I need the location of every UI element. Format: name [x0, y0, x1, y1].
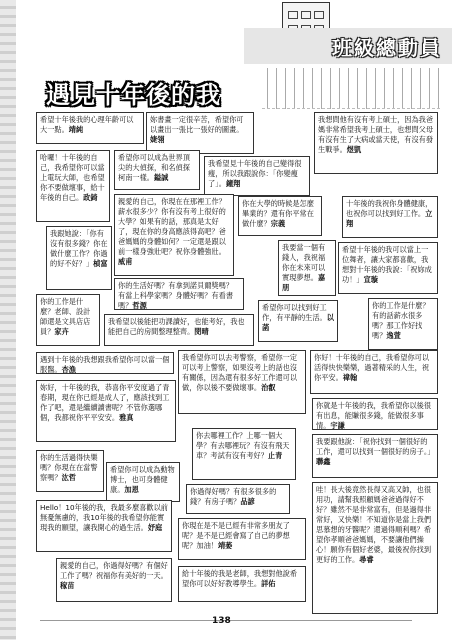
message-note: 希望你可以成為世界頂尖的大偵探，和名偵探柯南一樣。鎰誠: [114, 150, 200, 190]
note-author: 家卉: [54, 327, 69, 336]
message-note: Hello！10年後的我，我最多麼喜歡以前無憂無慮的，我10年後的我希望你能實現我的願望，讓我開心的過生活。妤庭: [36, 500, 172, 552]
message-note: 我想問他有沒有考上碩士，因為我爸媽非常希望我考上碩士，也想問父母有沒有生了大病或當天使，有沒有發生戰爭。煜凱: [314, 112, 438, 174]
note-author: 雅真: [119, 413, 134, 422]
note-author: 立翔: [346, 209, 433, 228]
note-author: 哲源: [132, 301, 147, 310]
decorative-sidebar: [0, 0, 16, 640]
message-note: 我要當一個有錢人，我祝福你在未來可以實現夢想。嘉朋: [278, 240, 336, 296]
message-note: 親愛的自己，你過得好嗎？有個好工作了嗎？祝福你有美好的一天。稼苗: [56, 558, 172, 602]
message-note: 你好！十年後的自己，我希望你可以活得快快樂樂，過著精采的人生，祝你平安。禕翰: [310, 350, 438, 394]
message-note: 哇！長大後竟然長得又高又帥，也很用功，請幫我照顧媽爸爸過得好不好？雖然不是非常富有，但是過得非常好，又快樂！不知道你是當上我們思慕想的牙醫呢？還過得順利嗎？希望你孝順爸爸媽媽，不要讓他們操心！願你有個好老婆，最後祝你找到更好的工作。尋睿: [312, 482, 438, 614]
note-author: 嘉朋: [282, 273, 326, 292]
message-note: 你過得好嗎？有很多很多的錢？有房子嗎？品諺: [186, 484, 290, 514]
note-author: 鎰誠: [153, 173, 169, 182]
message-note: 你現在是不是已經有非常多朋友了呢？是不是已經會寫了自己的夢想呢？加油！靖萎: [178, 518, 306, 560]
note-author: 鐘翔: [225, 179, 241, 188]
note-author: 稼苗: [60, 581, 75, 590]
message-note: 十年後的我祝你身體健康，也祝你可以找到好工作。立翔: [342, 196, 438, 238]
message-note: 你的工作是什麼？老師、設計師還是文具店店員？家卉: [36, 294, 100, 346]
message-note: 妳好，十年後的我，恭喜你平安度過了青春期，現在你已經是成人了，應該找到工作了吧，還是繼續讀書呢？不管你選哪個，我都祝你平平安安。雅真: [36, 380, 176, 442]
message-note: 哈囉！十年後的自己，我希望你可以當上電玩大師，也希望你不要做壞事，給十年後的自己。政錡: [36, 150, 110, 222]
note-author: 宗義: [270, 219, 286, 228]
note-author: 止青: [267, 451, 283, 460]
message-note: 希望你可以找到好工作，有平靜的生活。以菡: [258, 300, 338, 342]
note-author: 婕翎: [150, 135, 165, 144]
note-author: 靖純: [68, 125, 84, 134]
note-author: 靖萎: [217, 541, 233, 550]
message-note: 親愛的自己，你現在在那裡工作？薪水很多少？你有沒有考上很好的大學？如果有的話，那真是太好了，現在你的身高應該得高吧？爸爸媽媽的身體如何？一定還是跟以前一樣身強壯吧？祝你身體強壯。威甫: [114, 194, 234, 276]
section-banner: [244, 28, 452, 64]
student-crowd-illustration: [262, 68, 440, 109]
note-author: 禕翰: [342, 373, 358, 382]
section-title: 班級總動員: [332, 36, 442, 60]
note-author: 逸萱: [386, 331, 401, 340]
message-note: 你在大學的時候是怎麼畢業的？還有你平常在做什麼？宗義: [238, 196, 322, 236]
note-author: 治叡: [261, 383, 276, 392]
note-author: 品諺: [240, 497, 255, 506]
message-note: 妳書畫一定很辛苦，希望你可以畫出一張比一張好的圖畫。婕翎: [146, 112, 254, 154]
note-author: 汯哲: [61, 473, 76, 482]
message-note: 給十年後的我是老師，我想對他說希望你可以好好教導學生。詳佑: [178, 566, 306, 602]
message-note: 我希望以後能把功課讀好，也能考好，我也能把自己的房間整理整齊。閔晴: [104, 314, 254, 346]
page-title: 遇見十年後的我: [46, 81, 221, 109]
message-note: 希望十年後我的心理年齡可以大一點。靖純: [36, 112, 144, 144]
message-note: 遇到十年後的我想跟我希望你可以當一個服醫。杏漁: [36, 352, 174, 374]
note-author: 政錡: [83, 193, 98, 202]
message-note: 你的生活好嗎？有拿到諾貝爾獎嗎？有當上科學家嗎？身體好嗎？有看書嗎？哲源: [114, 278, 244, 310]
note-author: 杏漁: [61, 365, 76, 374]
message-note: 希望十年後的我可以當上一位舞者，讓大家都喜歡，我想對十年後的我說：「祝妳成功！」宣璇: [338, 242, 438, 294]
note-author: 楨富: [93, 259, 108, 268]
message-note: 你的工作是什麼？有的話薪水很多嗎？那工作好找嗎？逸萱: [368, 298, 438, 350]
note-author: 妤庭: [147, 523, 163, 532]
message-note: 希望你可以成為動物博士，也可身體健康。加恩: [106, 462, 180, 502]
message-note: 我希望見十年後的自己變得很瘦，所以我跟說你：「你變瘦了」。鐘翔: [204, 156, 310, 196]
note-author: 以菡: [262, 313, 334, 332]
message-note: 你的生活過得快樂嗎？你現在在當警察嗎？汯哲: [36, 450, 104, 492]
message-note: 我跟她說：「你有沒有很多錢？你在做什麼工作？你過的好不好？」楨富: [46, 226, 112, 290]
note-author: 尋睿: [359, 555, 374, 564]
page-number: 138: [212, 616, 231, 626]
message-note: 你就是十年後的我，我希望你以後很有出息，能賺很多錢，能做很多事情。宇謙: [312, 398, 438, 430]
note-author: 煜凱: [346, 145, 362, 154]
note-author: 宇謙: [330, 421, 345, 430]
message-note: 我希望你可以去考警察，希望你一定可以考上警察，如果沒考上的話也沒有關係，因為還有很多好工作還可以做，你以後不要做壞事。治叡: [178, 350, 306, 414]
note-author: 詳佑: [261, 579, 276, 588]
note-author: 威甫: [118, 257, 133, 266]
note-author: 聯鑫: [316, 457, 331, 466]
message-note: 你去哪裡工作？上哪一個大學？有去哪裡玩？有沒有飛天車？考試有沒有考好？止青: [192, 428, 296, 480]
note-author: 加恩: [124, 485, 139, 494]
note-author: 閔晴: [194, 327, 209, 336]
note-author: 宣璇: [363, 275, 378, 284]
message-note: 我要跟他說：「祝你找到一個很好的工作，還可以找到一個很好的房子。」聯鑫: [312, 434, 438, 478]
